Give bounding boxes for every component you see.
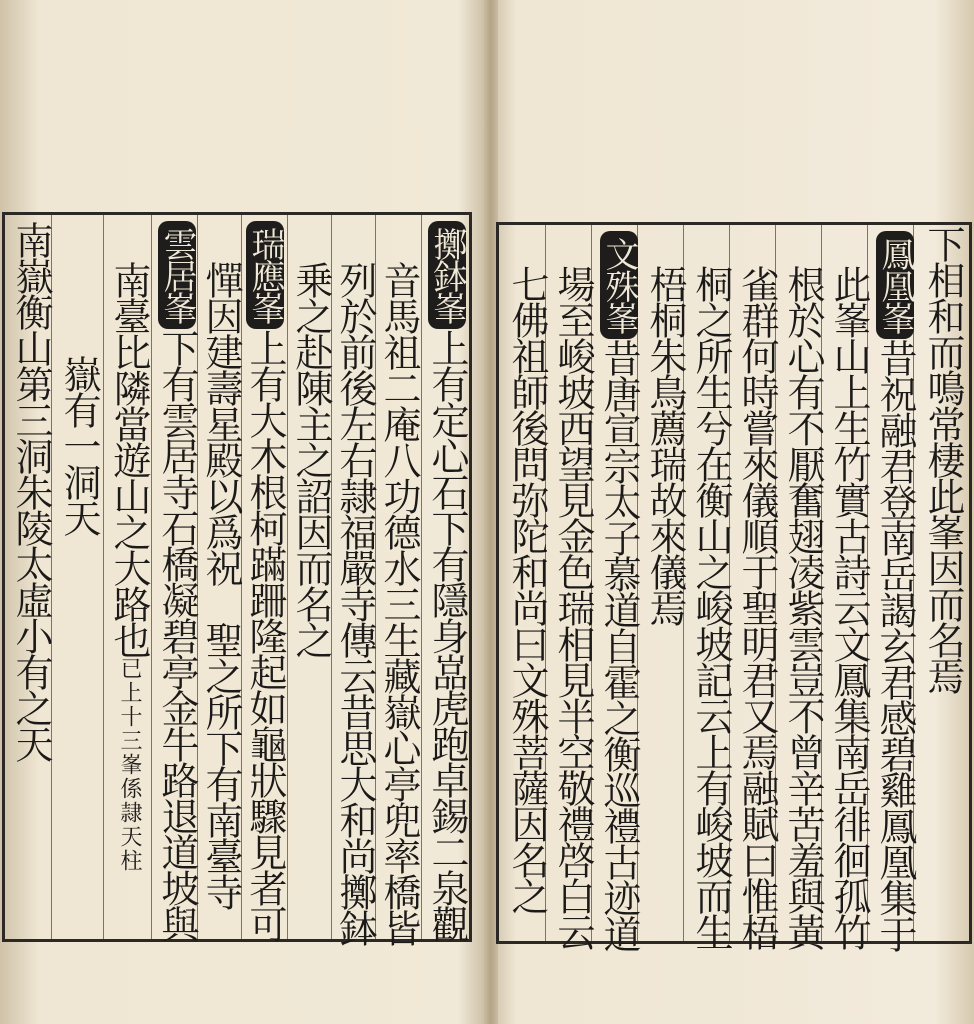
left-col-9: 嶽有一洞天 — [57, 355, 101, 535]
right-col-3: 此峯山上生竹實古詩云文鳳集南岳徘徊孤竹 — [827, 265, 871, 949]
left-col-4: 乗之赴陳主之詔因而名之 — [289, 261, 333, 657]
left-col-8: 南臺比隣當遊山之大路也已上十三峯係隷天柱 — [107, 261, 151, 873]
right-col-2: 鳳凰峯昔祝融君登南岳謁玄君感碧雞鳳凰集于 — [873, 231, 917, 951]
peak-title: 雲居峯 — [158, 221, 196, 329]
annotation: 已上十三峯係隷天柱 — [117, 657, 142, 873]
column-rule — [421, 215, 422, 939]
right-col-6: 桐之所生兮在衡山之峻坡記云上有峻坡而生 — [689, 265, 733, 949]
column-rule — [103, 215, 104, 939]
left-col-10: 南嶽衡山第三洞朱陵太虛小有之天 — [9, 221, 53, 761]
left-col-5: 瑞應峯上有大木根柯蹣跚隆起如龜狀驟見者可 — [243, 221, 287, 941]
peak-title: 文殊峯 — [600, 231, 638, 339]
right-col-9: 場至峻坡西望見金色瑞相見半空敬禮啓白云 — [551, 265, 595, 949]
left-col-6: 憚因建壽星殿以爲祝 聖之所下有南臺寺 — [199, 261, 243, 909]
right-col-5: 雀群何時嘗來儀順于聖明君又焉融賦曰惟梧 — [735, 265, 779, 949]
column-rule — [151, 215, 152, 939]
left-col-3: 列於前後左右隷福嚴寺傳云昔思大和尚擲鉢 — [333, 261, 377, 945]
peak-title: 鳳凰峯 — [876, 231, 914, 339]
left-col-1: 擲鉢峯上有定心石下有隱身嵓虎跑卓錫二泉觀 — [425, 221, 469, 941]
peak-title: 瑞應峯 — [246, 221, 284, 329]
right-col-1: 下相和而鳴常棲此峯因而名焉 — [921, 225, 965, 693]
right-col-10: 七佛祖師後問弥陀和尚曰文殊菩薩因名之 — [505, 265, 549, 913]
peak-title: 擲鉢峯 — [428, 221, 466, 329]
left-col-7: 雲居峯下有雲居寺石橋凝碧亭金牛路退道坡與 — [155, 221, 199, 941]
column-rule — [287, 215, 288, 939]
left-page-frame — [2, 212, 472, 945]
right-page-frame — [496, 222, 972, 951]
right-col-7: 梧桐朱鳥薦瑞故來儀焉 — [643, 265, 687, 625]
left-col-2: 音馬祖二庵八功德水三生藏嶽心亭兜率橋皆 — [377, 261, 421, 945]
right-col-4: 根於心有不厭奮翅凌紫雲豈不曾辛苦羞與黃 — [781, 265, 825, 949]
right-col-8: 文殊峯昔唐宣宗太子慕道自霍之衡巡禮古迹道 — [597, 231, 641, 951]
